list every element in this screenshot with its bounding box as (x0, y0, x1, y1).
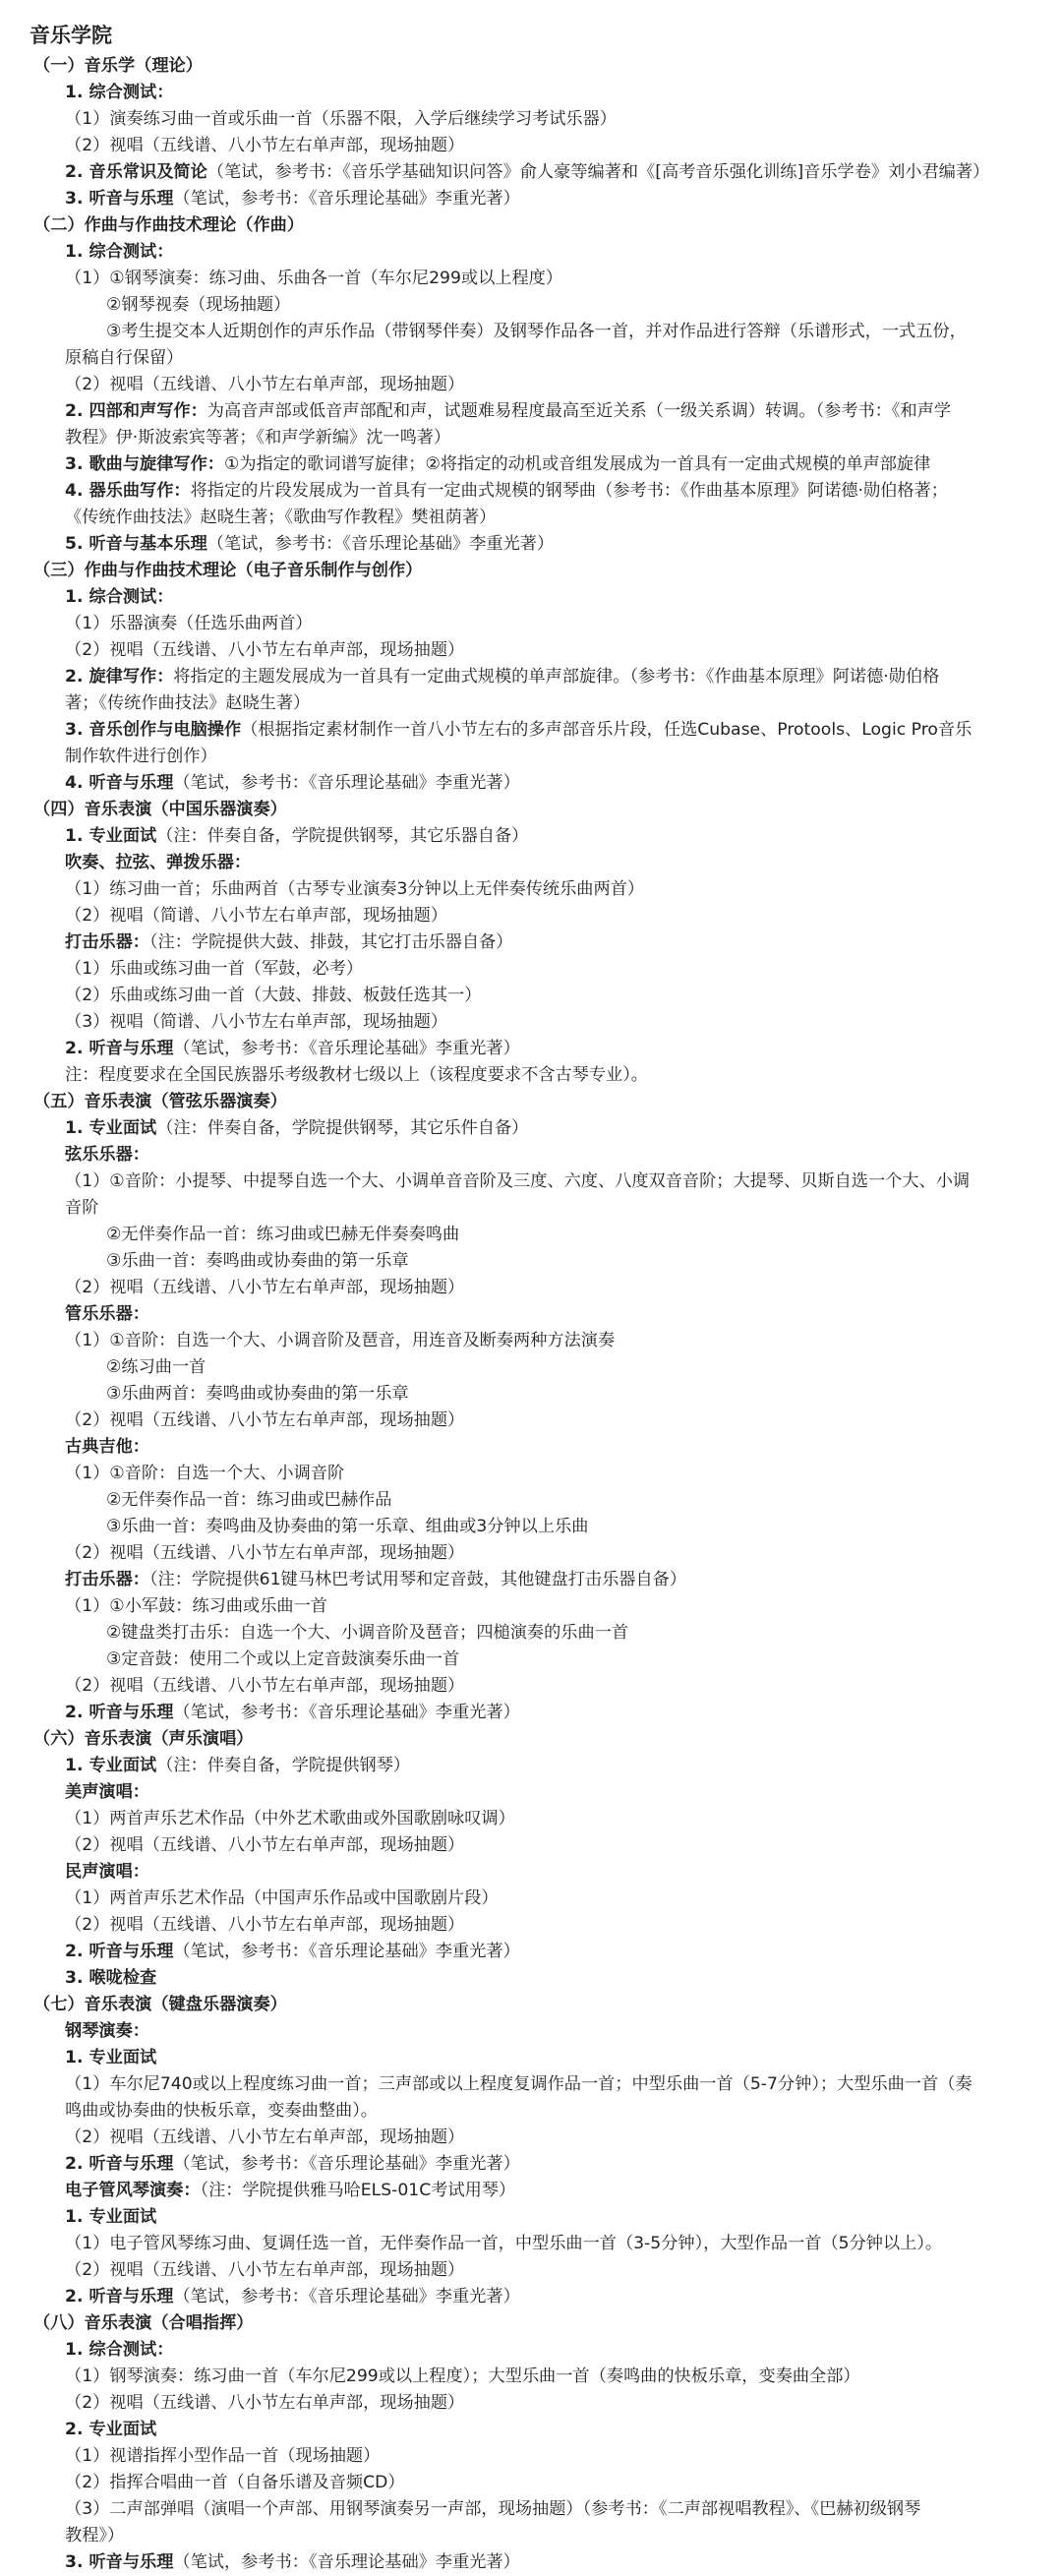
bold-label: 弦乐乐器： (65, 1145, 149, 1165)
line-text: （1）乐曲或练习曲一首（军鼓，必考） (65, 959, 364, 979)
text-line (30, 1009, 1036, 1036)
line-text: （3）二声部弹唱（演唱一个声部、用钢琴演奏另一声部，现场抽题）（参考书：《二声部视唱教程》、《巴赫初级钢琴 (65, 2499, 921, 2519)
text-line (30, 929, 1036, 956)
line-text: （2）视唱（五线谱、八小节左右单声部，现场抽题） (65, 375, 465, 394)
line-text: 将指定的主题发展成为一首具有一定曲式规模的单声部旋律。（参考书：《作曲基本原理》阿诺德·勋伯格 (173, 667, 940, 687)
text-line (30, 1381, 1036, 1408)
text-line (30, 611, 1036, 637)
text-line (30, 1328, 1036, 1354)
text-line (30, 398, 1036, 425)
text-line (30, 2257, 1036, 2284)
line-text: （笔试，参考书：《音乐理论基础》李重光著） (173, 189, 520, 209)
line-text: （2）视唱（五线谱、八小节左右单声部，现场抽题） (65, 1410, 465, 1430)
line-text: （1）两首声乐艺术作品（中国声乐作品或中国歌剧片段） (65, 1888, 499, 1908)
line-text: （2）视唱（五线谱、八小节左右单声部，现场抽题） (65, 640, 465, 660)
section-heading (30, 1089, 1036, 1115)
text-line (30, 345, 1036, 372)
bold-label: 1. 专业面试 (65, 2048, 157, 2067)
text-line (30, 1514, 1036, 1540)
line-text: （笔试，参考书：《音乐学基础知识问答》俞人豪等编著和《[高考音乐强化训练]音乐学卷》刘小君编著） (206, 162, 990, 182)
line-text: （2）乐曲或练习曲一首（大鼓、排鼓、板鼓任选其一） (65, 986, 482, 1005)
line-text: 《传统作曲技法》赵晓生著；《歌曲写作教程》樊祖荫著） (65, 508, 497, 527)
text-line (30, 1408, 1036, 1434)
bold-label: 2. 专业面试 (65, 2420, 157, 2439)
line-text: ③乐曲两首：奏鸣曲或协奏曲的第一乐章 (106, 1384, 409, 1404)
bold-label: 2. 听音与乐理 (65, 2154, 174, 2174)
line-text: 为高音声部或低音声部配和声，试题难易程度最高至近关系（一级关系调）转调。（参考书：《和声学 (206, 401, 952, 421)
text-line (30, 1700, 1036, 1726)
bold-label: 3. 听音与乐理 (65, 189, 174, 209)
bold-label: （一）音乐学（理论） (33, 56, 203, 76)
line-text: （注：伴奏自备，学院提供钢琴） (156, 1756, 411, 1775)
text-line (30, 2125, 1036, 2151)
bold-label: 2. 旋律写作： (65, 667, 174, 687)
bold-label: 古典吉他： (65, 1437, 149, 1457)
text-line (30, 1779, 1036, 1806)
text-line (30, 850, 1036, 876)
text-line (30, 159, 1036, 186)
text-line (30, 1275, 1036, 1301)
line-text: ③定音鼓：使用二个或以上定音鼓演奏乐曲一首 (106, 1649, 460, 1669)
text-line (30, 1620, 1036, 1647)
line-text: （笔试，参考书：《音乐理论基础》李重光著） (173, 2287, 520, 2306)
line-text: （根据指定素材制作一首八小节左右的多声部音乐片段，任选Cubase、Protools、Logic Pro音乐 (241, 720, 973, 740)
line-text: ③乐曲一首：奏鸣曲及协奏曲的第一乐章、组曲或3分钟以上乐曲 (106, 1517, 589, 1536)
text-line (30, 106, 1036, 133)
line-text: 音阶 (65, 1198, 99, 1218)
text-line (30, 239, 1036, 266)
line-text: （1）电子管风琴练习曲、复调任选一首，无伴奏作品一首，中型乐曲一首（3-5分钟），大型作品一首（5分钟以上）。 (65, 2234, 943, 2253)
text-line (30, 1939, 1036, 1965)
text-line (30, 903, 1036, 929)
section-heading (30, 558, 1036, 584)
text-line (30, 292, 1036, 319)
section-heading (30, 797, 1036, 823)
line-text: 原稿自行保留） (65, 348, 184, 368)
text-line (30, 2417, 1036, 2443)
line-text: （2）视唱（五线谱、八小节左右单声部，现场抽题） (65, 1278, 465, 1297)
line-text: （笔试，参考书：《音乐理论基础》李重光著） (173, 1039, 520, 1058)
line-text: （1）练习曲一首；乐曲两首（古琴专业演奏3分钟以上无伴奏传统乐曲两首） (65, 879, 645, 899)
bold-label: 美声演唱： (65, 1782, 149, 1802)
text-line (30, 1434, 1036, 1461)
line-text: 教程》伊·斯波索宾等著；《和声学新编》沈一鸣著） (65, 428, 451, 448)
text-line (30, 1886, 1036, 1912)
text-line (30, 2496, 1036, 2523)
text-line (30, 2098, 1036, 2125)
line-text: （注：学院提供雅马哈ELS-01C考试用琴） (200, 2181, 516, 2200)
line-text: 鸣曲或协奏曲的快板乐章，变奏曲整曲）。 (65, 2101, 378, 2121)
line-text: （笔试，参考书：《音乐理论基础》李重光著） (173, 1703, 520, 1722)
bold-label: 1. 专业面试 (65, 2207, 157, 2227)
bold-label: 5. 听音与基本乐理 (65, 534, 207, 554)
text-line (30, 319, 1036, 345)
text-line (30, 133, 1036, 159)
line-text: （2）视唱（五线谱、八小节左右单声部，现场抽题） (65, 2260, 465, 2280)
text-line (30, 1912, 1036, 1939)
line-text: （1）①小军鼓：练习曲或乐曲一首 (65, 1596, 327, 1616)
bold-label: （四）音乐表演（中国乐器演奏） (33, 800, 287, 819)
line-text: ②无伴奏作品一首：练习曲或巴赫无伴奏奏鸣曲 (106, 1225, 460, 1244)
text-line (30, 2071, 1036, 2098)
line-text: （笔试，参考书：《音乐理论基础》李重光著） (206, 534, 555, 554)
text-line (30, 531, 1036, 558)
bold-label: 1. 专业面试 (65, 826, 157, 846)
text-line (30, 266, 1036, 292)
section-heading (30, 1992, 1036, 2018)
text-line (30, 186, 1036, 212)
line-text: （1）钢琴演奏：练习曲一首（车尔尼299或以上程度）；大型乐曲一首（奏鸣曲的快板乐章，变奏曲全部） (65, 2366, 860, 2386)
bold-label: 打击乐器： (65, 932, 149, 952)
line-text: ③乐曲一首：奏鸣曲或协奏曲的第一乐章 (106, 1251, 409, 1271)
bold-label: 吹奏、拉弦、弹拨乐器： (65, 853, 252, 872)
line-text: ②钢琴视奏（现场抽题） (106, 295, 291, 315)
line-text: （笔试，参考书：《音乐理论基础》李重光著） (173, 2552, 520, 2572)
text-line (30, 823, 1036, 850)
text-line (30, 2470, 1036, 2496)
line-text: （1）两首声乐艺术作品（中外艺术歌曲或外国歌剧咏叹调） (65, 1809, 515, 1828)
line-text: 制作软件进行创作） (65, 747, 217, 766)
line-text: （注：伴奏自备，学院提供钢琴，其它乐器自备） (156, 826, 529, 846)
bold-label: 3. 喉咙检查 (65, 1968, 157, 1988)
line-text: （2）指挥合唱曲一首（自备乐谱及音频CD） (65, 2473, 405, 2492)
text-line (30, 1142, 1036, 1168)
bold-label: 打击乐器： (65, 1570, 149, 1589)
text-line (30, 637, 1036, 664)
text-line (30, 2204, 1036, 2231)
page-title (30, 20, 1036, 51)
text-line (30, 2045, 1036, 2071)
text-line (30, 1115, 1036, 1142)
text-line (30, 505, 1036, 531)
text-line (30, 2178, 1036, 2204)
line-text: （1）车尔尼740或以上程度练习曲一首；三声部或以上程度复调作品一首；中型乐曲一首（5-7分钟）；大型乐曲一首（奏 (65, 2074, 973, 2094)
text-line (30, 1248, 1036, 1275)
line-text: （1）①音阶：小提琴、中提琴自选一个大、小调单音音阶及三度、六度、八度双音音阶；大提琴、贝斯自选一个大、小调 (65, 1171, 971, 1191)
line-text: （2）视唱（五线谱、八小节左右单声部，现场抽题） (65, 2127, 465, 2147)
text-line (30, 2364, 1036, 2390)
line-text: ③考生提交本人近期创作的声乐作品（带钢琴伴奏）及钢琴作品各一首，并对作品进行答辩（乐谱形式，一式五份， (106, 322, 967, 341)
text-line (30, 1036, 1036, 1062)
bold-label: 1. 综合测试： (65, 242, 174, 262)
bold-label: （七）音乐表演（键盘乐器演奏） (33, 1995, 287, 2014)
bold-label: （八）音乐表演（合唱指挥） (33, 2313, 254, 2333)
bold-label: 1. 专业面试 (65, 1118, 157, 1138)
text-line (30, 1195, 1036, 1222)
line-text: ②键盘类打击乐：自选一个大、小调音阶及琶音；四槌演奏的乐曲一首 (106, 1623, 629, 1643)
text-line (30, 664, 1036, 690)
text-line (30, 80, 1036, 106)
line-text: （1）演奏练习曲一首或乐曲一首（乐器不限，入学后继续学习考试乐器） (65, 109, 617, 129)
line-text: （2）视唱（五线谱、八小节左右单声部，现场抽题） (65, 1676, 465, 1696)
bold-label: 民声演唱： (65, 1862, 149, 1882)
text-line (30, 770, 1036, 797)
text-line (30, 956, 1036, 983)
line-text: （笔试，参考书：《音乐理论基础》李重光著） (173, 773, 520, 793)
text-line (30, 1540, 1036, 1567)
line-text: （2）视唱（五线谱、八小节左右单声部，现场抽题） (65, 2393, 465, 2413)
bold-label: 4. 听音与乐理 (65, 773, 174, 793)
section-heading (30, 53, 1036, 80)
text-line (30, 1593, 1036, 1620)
line-text: 著；《传统作曲技法》赵晓生著） (65, 693, 311, 713)
bold-label: 1. 专业面试 (65, 1756, 157, 1775)
text-line (30, 983, 1036, 1009)
text-line (30, 717, 1036, 744)
line-text: （3）视唱（简谱、八小节左右单声部，现场抽题） (65, 1012, 448, 1032)
bold-label: 2. 听音与乐理 (65, 1942, 174, 1961)
text-line (30, 584, 1036, 611)
line-text: （1）①音阶：自选一个大、小调音阶 (65, 1464, 345, 1483)
text-line (30, 876, 1036, 903)
text-line (30, 1753, 1036, 1779)
bold-label: 2. 听音与乐理 (65, 1039, 174, 1058)
bold-label: 电子管风琴演奏： (65, 2181, 201, 2200)
bold-label: 3. 听音与乐理 (65, 2552, 174, 2572)
section-heading (30, 1726, 1036, 1753)
text-line (30, 1806, 1036, 1832)
text-line (30, 690, 1036, 717)
line-text: ①为指定的歌词谱写旋律；②将指定的动机或音组发展成为一首具有一定曲式规模的单声部旋律 (223, 454, 931, 474)
line-text: （1）乐器演奏（任选乐曲两首） (65, 614, 313, 633)
text-line (30, 2018, 1036, 2045)
line-text: （1）视谱指挥小型作品一首（现场抽题） (65, 2446, 381, 2466)
bold-label: 1. 综合测试： (65, 587, 174, 607)
line-text: （2）视唱（五线谱、八小节左右单声部，现场抽题） (65, 136, 465, 155)
text-line (30, 1168, 1036, 1195)
text-line (30, 1859, 1036, 1886)
text-line (30, 451, 1036, 478)
text-line (30, 2337, 1036, 2364)
line-text: （笔试，参考书：《音乐理论基础》李重光著） (173, 1942, 520, 1961)
line-text: （1）①钢琴演奏：练习曲、乐曲各一首（车尔尼299或以上程度） (65, 269, 563, 288)
text-line (30, 478, 1036, 505)
line-text: （2）视唱（五线谱、八小节左右单声部，现场抽题） (65, 1835, 465, 1855)
text-line (30, 1461, 1036, 1487)
text-line (30, 744, 1036, 770)
text-line (30, 2151, 1036, 2178)
line-text: （注：学院提供61键马林巴考试用琴和定音鼓，其他键盘打击乐器自备） (148, 1570, 687, 1589)
line-text: （2）视唱（简谱、八小节左右单声部，现场抽题） (65, 906, 448, 926)
bold-label: （三）作曲与作曲技术理论（电子音乐制作与创作） (33, 561, 423, 580)
line-text: （2）视唱（五线谱、八小节左右单声部，现场抽题） (65, 1543, 465, 1563)
bold-label: 3. 音乐创作与电脑操作 (65, 720, 242, 740)
line-text: （1）①音阶：自选一个大、小调音阶及琶音，用连音及断奏两种方法演奏 (65, 1331, 616, 1350)
text-line (30, 2284, 1036, 2310)
bold-label: （六）音乐表演（声乐演唱） (33, 1729, 254, 1749)
text-line (30, 2549, 1036, 2576)
bold-label: 1. 综合测试： (65, 83, 174, 102)
line-text: （注：伴奏自备，学院提供钢琴，其它乐件自备） (156, 1118, 529, 1138)
line-text: 教程》） (65, 2526, 125, 2546)
text-line (30, 1832, 1036, 1859)
text-line (30, 2390, 1036, 2417)
bold-label: 1. 综合测试： (65, 2340, 174, 2360)
line-text: （注：学院提供大鼓、排鼓，其它打击乐器自备） (148, 932, 513, 952)
line-text: ②无伴奏作品一首：练习曲或巴赫作品 (106, 1490, 392, 1510)
section-heading (30, 212, 1036, 239)
text-line (30, 2443, 1036, 2470)
bold-label: 音乐学院 (30, 24, 112, 47)
bold-label: 3. 歌曲与旋律写作： (65, 454, 224, 474)
bold-label: 2. 四部和声写作： (65, 401, 207, 421)
text-line (30, 1567, 1036, 1593)
text-line (30, 2523, 1036, 2549)
text-line (30, 1965, 1036, 1992)
line-text: 注：程度要求在全国民族器乐考级教材七级以上（该程度要求不含古琴专业）。 (65, 1065, 648, 1085)
line-text: （2）视唱（五线谱、八小节左右单声部，现场抽题） (65, 1915, 465, 1935)
bold-label: 2. 听音与乐理 (65, 1703, 174, 1722)
text-line (30, 425, 1036, 451)
bold-label: （五）音乐表演（管弦乐器演奏） (33, 1092, 287, 1111)
text-line (30, 1354, 1036, 1381)
bold-label: 2. 音乐常识及简论 (65, 162, 207, 182)
text-line (30, 1647, 1036, 1673)
line-text: ②练习曲一首 (106, 1357, 206, 1377)
text-line (30, 1301, 1036, 1328)
text-line (30, 1487, 1036, 1514)
line-text: （笔试，参考书：《音乐理论基础》李重光著） (173, 2154, 520, 2174)
bold-label: 钢琴演奏： (65, 2021, 149, 2041)
line-text: 将指定的片段发展成为一首具有一定曲式规模的钢琴曲（参考书：《作曲基本原理》阿诺德·勋伯格著； (190, 481, 948, 501)
bold-label: 2. 听音与乐理 (65, 2287, 174, 2306)
text-line (30, 2231, 1036, 2257)
text-line (30, 1673, 1036, 1700)
bold-label: 4. 器乐曲写作： (65, 481, 191, 501)
text-line (30, 372, 1036, 398)
bold-label: （二）作曲与作曲技术理论（作曲） (33, 215, 305, 235)
section-heading (30, 2310, 1036, 2337)
text-line (30, 1222, 1036, 1248)
bold-label: 管乐乐器： (65, 1304, 149, 1324)
text-line (30, 1062, 1036, 1089)
